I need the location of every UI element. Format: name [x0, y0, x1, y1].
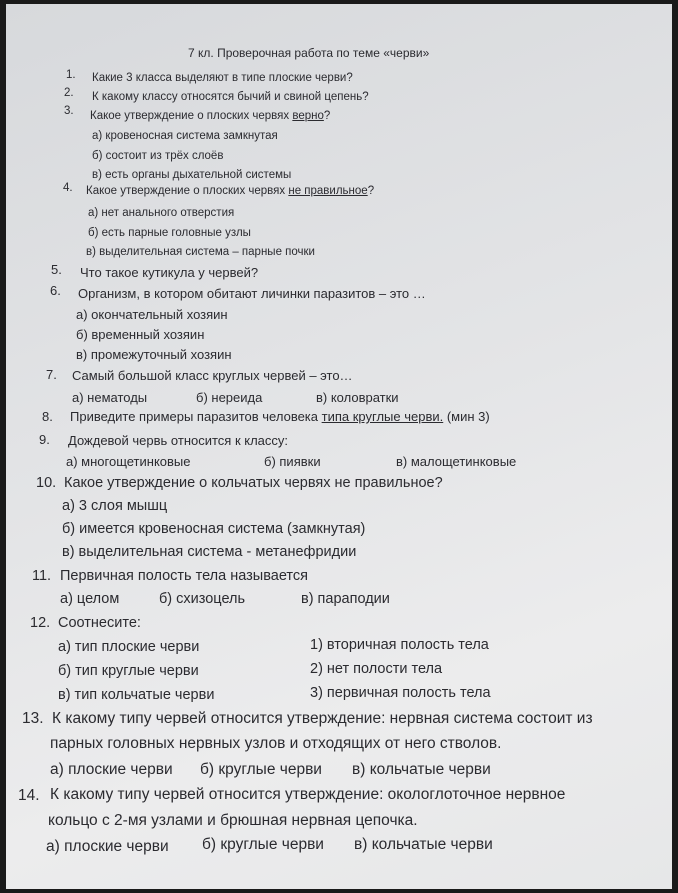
question-4-option-b: б) есть парные головные узлы: [88, 227, 251, 239]
question-14-option-c: в) кольчатые черви: [354, 836, 493, 853]
question-13-option-c: в) кольчатые черви: [352, 761, 491, 778]
question-3-text: Какое утверждение о плоских червях верно?: [90, 110, 331, 122]
question-3-number: 3.: [64, 105, 74, 117]
question-7-option-c: в) коловратки: [316, 390, 399, 405]
question-5-number: 5.: [51, 262, 62, 277]
question-10-number: 10.: [36, 475, 57, 491]
question-6-text: Организм, в котором обитают личинки паразитов – это …: [78, 286, 426, 301]
question-7-number: 7.: [46, 367, 57, 382]
question-3-option-c: в) есть органы дыхательной системы: [92, 169, 292, 181]
question-9-option-a: а) многощетинковые: [66, 454, 191, 469]
question-3-emphasis: верно: [292, 110, 324, 122]
question-14-option-b: б) круглые черви: [202, 836, 324, 853]
question-13-line-2: парных головных нервных узлов и отходящих от него стволов.: [50, 735, 502, 752]
question-1-number: 1.: [66, 69, 76, 81]
question-3-option-a: а) кровеносная система замкнутая: [92, 130, 278, 142]
worksheet-page: [6, 4, 672, 889]
question-8-text: Приведите примеры паразитов человека типа круглые черви. (мин 3): [70, 409, 490, 424]
question-11-option-b: б) схизоцель: [159, 591, 246, 607]
question-6-option-b: б) временный хозяин: [76, 327, 205, 342]
question-12-right-1: 1) вторичная полость тела: [310, 637, 489, 653]
question-13-number: 13.: [22, 710, 44, 727]
question-12-left-c: в) тип кольчатые черви: [58, 687, 215, 703]
question-8-number: 8.: [42, 409, 53, 424]
question-2-number: 2.: [64, 87, 74, 99]
question-6-number: 6.: [50, 283, 61, 298]
question-3-option-b: б) состоит из трёх слоёв: [92, 150, 224, 162]
question-1-text: Какие 3 класса выделяют в типе плоские черви?: [92, 72, 353, 84]
question-6-option-c: в) промежуточный хозяин: [76, 347, 232, 362]
question-14-line-1: К какому типу червей относится утверждение: окологлоточное нервное: [50, 786, 566, 803]
question-11-option-a: а) целом: [60, 591, 120, 607]
question-2-text: К какому классу относятся бычий и свиной цепень?: [92, 91, 369, 103]
question-14-line-2: кольцо с 2-мя узлами и брюшная нервная цепочка.: [48, 812, 418, 829]
question-12-left-b: б) тип круглые черви: [58, 663, 199, 679]
question-4-option-c: в) выделительная система – парные почки: [86, 246, 315, 258]
question-9-option-c: в) малощетинковые: [396, 454, 517, 469]
question-7-option-a: а) нематоды: [72, 390, 148, 405]
question-12-text: Соотнесите:: [58, 615, 141, 631]
question-12-number: 12.: [30, 615, 51, 631]
question-7-option-b: б) нереида: [196, 390, 263, 405]
question-11-text: Первичная полость тела называется: [60, 568, 308, 584]
page-title: 7 кл. Проверочная работа по теме «черви»: [188, 46, 430, 60]
question-5-text: Что такое кутикула у червей?: [80, 265, 259, 280]
question-9-text: Дождевой червь относится к классу:: [68, 433, 289, 448]
question-13-line-1: К какому типу червей относится утверждение: нервная система состоит из: [52, 710, 593, 727]
question-10-option-a: а) 3 слоя мышц: [62, 498, 168, 514]
question-10-option-b: б) имеется кровеносная система (замкнутая): [62, 521, 366, 537]
question-12-right-3: 3) первичная полость тела: [310, 685, 491, 701]
question-7-text: Самый большой класс круглых червей – это…: [72, 368, 353, 383]
question-10-text: Какое утверждение о кольчатых червях не правильное?: [64, 475, 443, 491]
question-8-emphasis: типа круглые черви.: [321, 409, 444, 424]
question-9-option-b: б) пиявки: [264, 454, 321, 469]
question-12-right-2: 2) нет полости тела: [310, 661, 443, 677]
question-13-option-b: б) круглые черви: [200, 761, 322, 778]
question-14-option-a: а) плоские черви: [46, 838, 169, 855]
question-12-left-a: а) тип плоские черви: [58, 639, 200, 655]
question-11-number: 11.: [32, 568, 52, 584]
question-6-option-a: а) окончательный хозяин: [76, 307, 228, 322]
question-10-option-c: в) выделительная система - метанефридии: [62, 544, 357, 560]
question-13-option-a: а) плоские черви: [50, 761, 173, 778]
question-4-text: Какое утверждение о плоских червях не правильное?: [86, 185, 375, 197]
question-9-number: 9.: [39, 432, 50, 447]
question-14-number: 14.: [18, 787, 40, 804]
question-4-number: 4.: [63, 182, 73, 194]
question-11-option-c: в) параподии: [301, 591, 390, 607]
question-4-emphasis: не правильное: [288, 185, 368, 197]
question-4-option-a: а) нет анального отверстия: [88, 207, 235, 219]
